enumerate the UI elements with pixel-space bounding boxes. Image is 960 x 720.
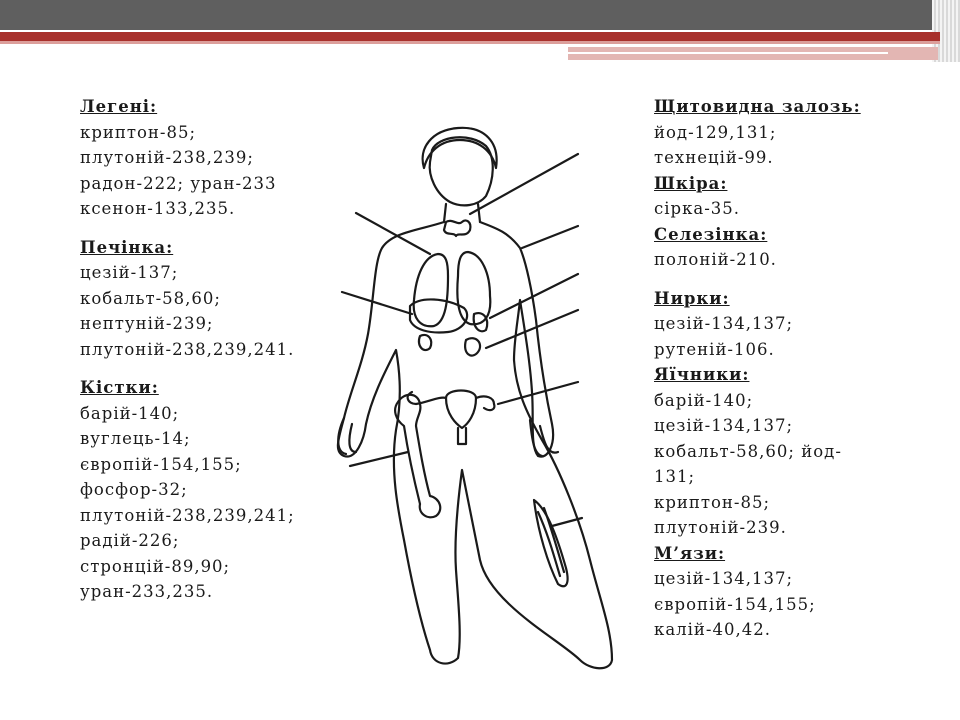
list-spacer — [80, 222, 295, 235]
organ-heading: Печінка: — [80, 237, 174, 257]
pointer-bones — [350, 452, 408, 466]
isotope-entry: радон-222; уран-233 — [80, 173, 277, 193]
pointer-ovaries — [498, 382, 578, 404]
isotope-entry: цезій-134,137; — [654, 416, 794, 435]
list-spacer — [80, 362, 295, 375]
uterus-organ — [446, 391, 476, 429]
isotope-entry: плутоній-238,239,241; — [80, 505, 295, 525]
right-organ-list — [654, 94, 861, 643]
isotope-entry: плутоній-238,239,241. — [80, 339, 295, 359]
isotope-entry: європій-154,155; — [80, 454, 242, 474]
isotope-entry: сірка-35. — [654, 199, 741, 218]
body-outline — [338, 222, 612, 668]
liver-organ — [410, 299, 467, 332]
list-spacer — [654, 273, 861, 286]
pointer-liver — [342, 292, 412, 314]
organ-heading: Селезінка: — [654, 224, 768, 244]
uterus-cervix — [458, 428, 466, 444]
ovary-left-organ — [408, 392, 446, 404]
isotope-entry: стронцій-89,90; — [80, 556, 231, 576]
isotope-entry: нептуній-239; — [80, 314, 214, 333]
isotope-entry: радій-226; — [80, 531, 180, 550]
isotope-entry: рутеній-106. — [654, 339, 775, 359]
organ-heading: Яїчники: — [654, 365, 750, 384]
pointer-lungs — [356, 213, 430, 254]
kidney-organ — [465, 338, 480, 355]
isotope-entry: фосфор-32; — [80, 480, 188, 499]
isotope-entry: барій-140; — [654, 390, 754, 410]
organ-heading: Шкіра: — [654, 173, 728, 193]
isotope-entry: калій-40,42. — [654, 620, 771, 639]
left-organ-list — [80, 94, 295, 605]
isotope-entry: йод-129,131; — [654, 122, 777, 142]
isotope-entry: плутоній-238,239; — [80, 148, 254, 167]
ovary-right-organ — [476, 396, 494, 410]
organ-heading: Кістки: — [80, 378, 159, 397]
isotope-entry: кобальт-58,60; йод- — [654, 441, 842, 461]
isotope-entry: європій-154,155; — [654, 594, 816, 614]
pointer-skin — [522, 226, 578, 248]
isotope-entry: технецій-99. — [654, 148, 774, 167]
organ-heading: Щитовидна залозь: — [654, 97, 861, 116]
thyroid-organ — [444, 220, 470, 236]
isotope-entry: криптон-85; — [654, 492, 771, 512]
left-hand — [338, 418, 356, 454]
pointer-kidney — [486, 310, 578, 348]
organ-heading: Нирки: — [654, 288, 730, 308]
isotope-entry: цезій-134,137; — [654, 314, 794, 333]
isotope-entry: цезій-134,137; — [654, 569, 794, 588]
isotope-entry: плутоній-239. — [654, 518, 787, 537]
isotope-entry: уран-233,235. — [80, 582, 214, 601]
pointer-thyroid — [470, 154, 578, 214]
organ-heading: Легені: — [80, 97, 158, 116]
gallbladder-organ — [419, 335, 431, 350]
isotope-entry: вуглець-14; — [80, 429, 191, 448]
femur-bone — [395, 395, 440, 518]
isotope-entry: 131; — [654, 467, 696, 486]
isotope-entry: барій-140; — [80, 403, 180, 423]
isotope-entry: ксенон-133,235. — [80, 199, 236, 218]
neck — [444, 204, 480, 222]
isotope-entry: цезій-137; — [80, 263, 179, 282]
isotope-entry: кобальт-58,60; — [80, 288, 221, 308]
isotope-entry: криптон-85; — [80, 122, 197, 142]
isotope-entry: полоній-210. — [654, 250, 777, 269]
lung-left-organ — [414, 254, 448, 326]
organ-heading: М’язи: — [654, 543, 726, 563]
